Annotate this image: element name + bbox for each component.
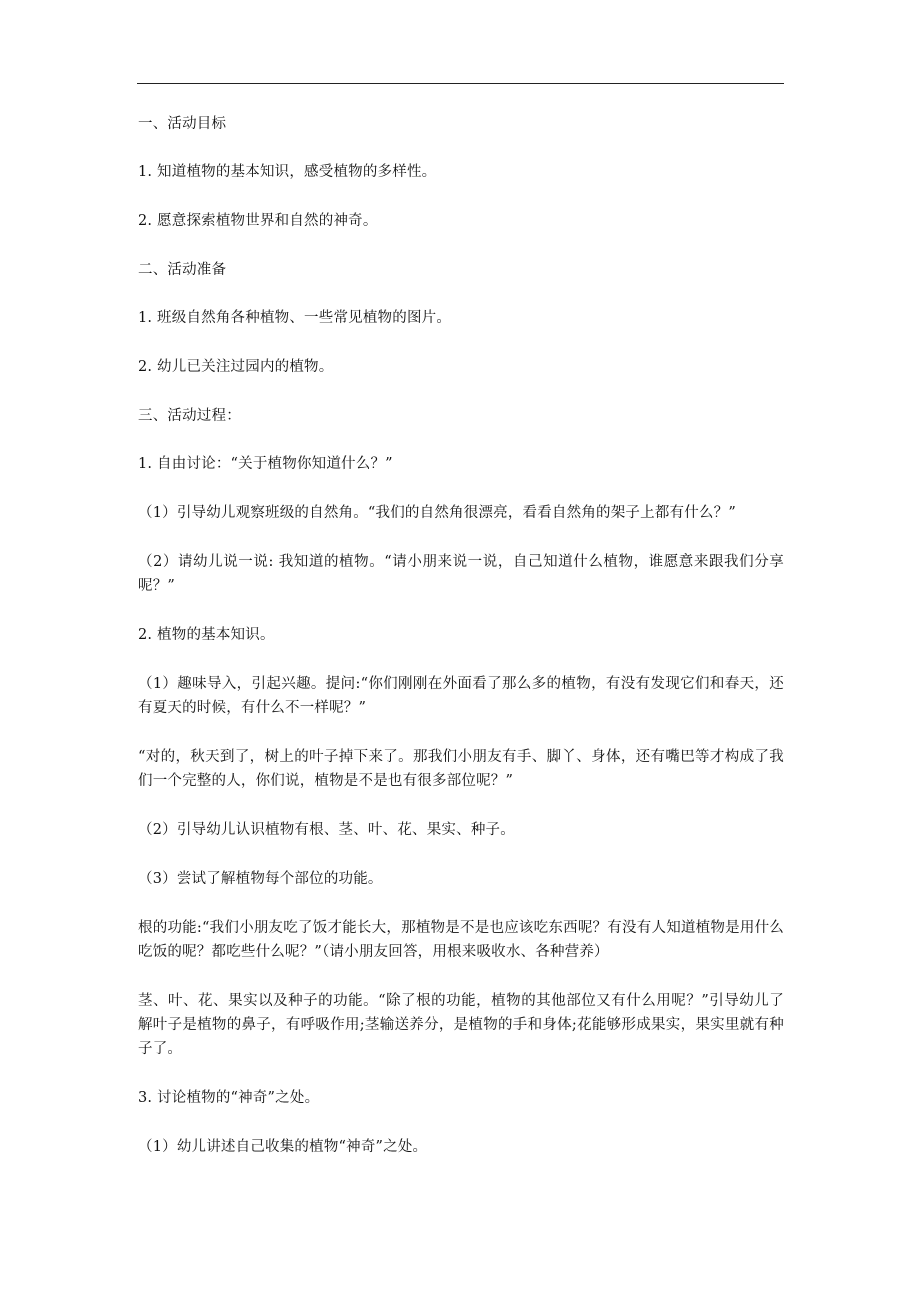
section-heading-process: 三、活动过程： (138, 408, 241, 424)
root-function-paragraph: 根的功能:“我们小朋友吃了饭才能长大，那植物是不是也应该吃东西呢？有没有人知道植物是用什么吃饭的呢？都吃些什么呢？”（请小朋友回答，用根来吸收水、各种营养） (138, 920, 784, 960)
preparation-item-1: 1. 班级自然角各种植物、一些常见植物的图片。 (138, 310, 452, 326)
process-step-2-sub-3: （3）尝试了解植物每个部位的功能。 (138, 871, 383, 887)
process-step-1: 1. 自由讨论：“关于植物你知道什么？” (138, 456, 393, 472)
preparation-item-2: 2. 幼儿已关注过园内的植物。 (138, 359, 334, 375)
process-step-1-sub-1: （1）引导幼儿观察班级的自然角。“我们的自然角很漂亮，看看自然角的架子上都有什么？” (138, 505, 736, 521)
goal-item-1: 1. 知道植物的基本知识，感受植物的多样性。 (138, 164, 437, 180)
process-step-2: 2. 植物的基本知识。 (138, 627, 275, 643)
document-body (138, 112, 784, 1184)
process-step-1-sub-2: （2）请幼儿说一说: 我知道的植物。“请小朋来说一说，自己知道什么植物，谁愿意来跟我们分享呢？” (138, 554, 784, 594)
section-heading-goals: 一、活动目标 (138, 116, 227, 132)
other-parts-function-paragraph: 茎、叶、花、果实以及种子的功能。“除了根的功能，植物的其他部位又有什么用呢？”引导幼儿了解叶子是植物的鼻子，有呼吸作用;茎输送养分，是植物的手和身体;花能够形成果实，果实里就有种子了。 (138, 993, 784, 1057)
process-step-2-sub-2: （2）引导幼儿认识植物有根、茎、叶、花、果实、种子。 (138, 822, 515, 838)
section-heading-preparation: 二、活动准备 (138, 262, 227, 278)
process-step-3: 3. 讨论植物的“神奇”之处。 (138, 1090, 320, 1106)
process-step-3-sub-1: （1）幼儿讲述自己收集的植物“神奇”之处。 (138, 1139, 428, 1155)
process-step-2-quote: “对的，秋天到了，树上的叶子掉下来了。那我们小朋友有手、脚丫、身体，还有嘴巴等才构成了我们一个完整的人，你们说，植物是不是也有很多部位呢？” (138, 749, 784, 789)
process-step-2-sub-1: （1）趣味导入，引起兴趣。提问:“你们刚刚在外面看了那么多的植物，有没有发现它们和春天，还有夏天的时候，有什么不一样呢？” (138, 676, 784, 716)
header-rule (137, 83, 784, 84)
goal-item-2: 2. 愿意探索植物世界和自然的神奇。 (138, 213, 378, 229)
